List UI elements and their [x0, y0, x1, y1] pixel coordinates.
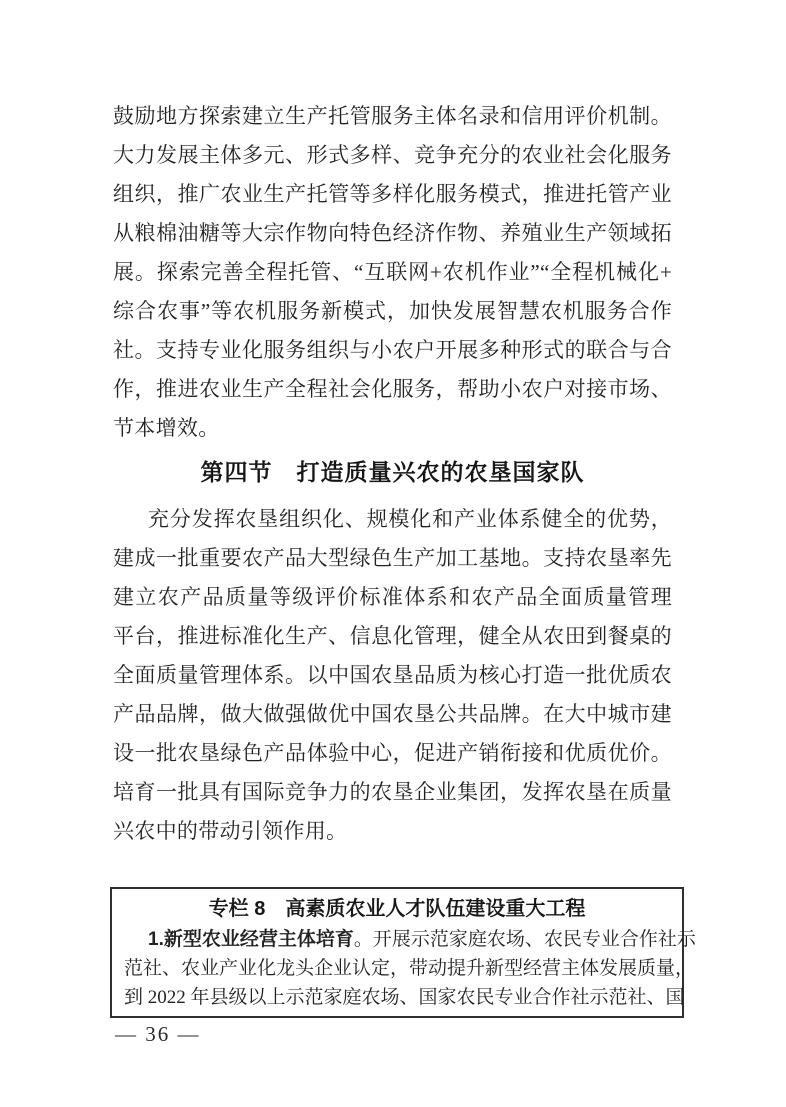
- page-number: — 36 —: [115, 1022, 201, 1046]
- text-line: 社。支持专业化服务组织与小农户开展多种形式的联合与合: [113, 338, 672, 362]
- text-line: 鼓励地方探索建立生产托管服务主体名录和信用评价机制。: [113, 104, 672, 128]
- text-line: 设一批农垦绿色产品体验中心，促进产销衔接和优质优价。: [113, 741, 672, 765]
- text-line: 建立农产品质量等级评价标准体系和农产品全面质量管理: [113, 585, 672, 609]
- text-line: 综合农事”等农机服务新模式，加快发展智慧农机服务合作: [113, 299, 672, 323]
- text-line: [124, 925, 696, 954]
- text-line: 建成一批重要农产品大型绿色生产加工基地。支持农垦率先: [113, 546, 672, 570]
- text-line: 从粮棉油糖等大宗作物向特色经济作物、养殖业生产领域拓: [113, 221, 672, 245]
- text-line: 作，推进农业生产全程社会化服务，帮助小农户对接市场、: [113, 377, 672, 401]
- text-line: 节本增效。: [113, 416, 220, 440]
- text-line: 充分发挥农垦组织化、规模化和产业体系健全的优势，: [148, 507, 672, 531]
- section-heading: 第四节 打造质量兴农的农垦国家队: [200, 460, 585, 485]
- callout-lead-rest: 。开展示范家庭农场、农民专业合作社示: [353, 929, 696, 950]
- text-line: 到 2022 年县级以上示范家庭农场、国家农民专业合作社示范社、国: [124, 987, 685, 1008]
- callout-lead-bold: 1.新型农业经营主体培育: [148, 929, 354, 950]
- text-line: 培育一批具有国际竞争力的农垦企业集团，发挥农垦在质量: [113, 780, 672, 804]
- text-line: 全面质量管理体系。以中国农垦品质为核心打造一批优质农: [113, 663, 672, 687]
- callout-box-zhuanlan-8: [110, 887, 696, 1018]
- text-line: 平台，推进标准化生产、信息化管理，健全从农田到餐桌的: [113, 624, 672, 648]
- text-line: 范社、农业产业化龙头企业认定，带动提升新型经营主体发展质量，: [124, 958, 695, 979]
- text-line: 兴农中的带动引领作用。: [113, 819, 348, 843]
- text-line: 大力发展主体多元、形式多样、竞争充分的农业社会化服务: [113, 143, 672, 167]
- text-line: 产品品牌，做大做强做优中国农垦公共品牌。在大中城市建: [113, 702, 672, 726]
- callout-box-title: 专栏 8 高素质农业人才队伍建设重大工程: [208, 898, 586, 920]
- paragraph-1: [113, 97, 672, 448]
- text-line: 组织，推广农业生产托管等多样化服务模式，推进托管产业: [113, 182, 672, 206]
- text-line: 展。探索完善全程托管、“互联网+农机作业”“全程机械化+: [113, 260, 672, 284]
- paragraph-2: [113, 500, 672, 851]
- page-content: [113, 97, 696, 1018]
